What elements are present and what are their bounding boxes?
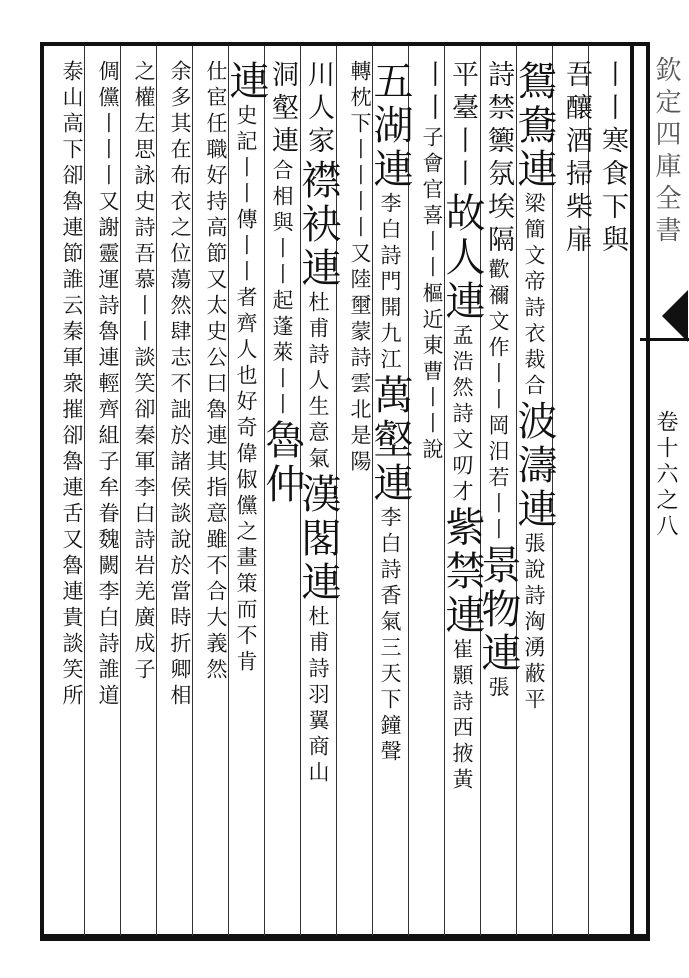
annotation-text: 李白詩香氣三天下鐘聲 (378, 506, 402, 766)
annotation-text: 史記丨丨傳丨丨者齊人也好奇偉俶儻之畫策而不肯 (234, 104, 258, 676)
body-text: 詩禁籞氛埃隔 (483, 60, 514, 258)
entry-heading: 景物連 (475, 544, 521, 676)
annotation-text: 杜甫詩羽翼商山 (306, 605, 330, 787)
body-text: 川人家 (303, 60, 334, 159)
entry-heading: 波濤連 (511, 400, 557, 532)
body-text: 洞壑連 (267, 60, 298, 159)
entry-heading: 鴛鴦連 (511, 60, 557, 192)
annotation-text: 樞近東曹丨丨 (420, 282, 444, 438)
text-column (82, 60, 122, 710)
text-column (154, 60, 194, 710)
fish-tail-line (640, 338, 689, 341)
text-column (118, 60, 158, 684)
body-text: 丨丨 (417, 60, 448, 126)
entry-heading: 故人連 (439, 192, 485, 324)
fish-tail-mark (636, 290, 688, 342)
bottom-rule (40, 936, 650, 941)
annotation-text: 杜甫詩人生意氣 (306, 291, 330, 473)
annotation-text: 之權左思詠史詩吾慕丨丨談笑卻秦軍李白詩岩羌廣成子 (132, 60, 156, 684)
annotation-text: 余多其在布衣之位蕩然肆志不詘於諸侯談說於當時折卿相 (168, 60, 192, 710)
text-column (223, 60, 269, 676)
entry-heading: 魯仲 (259, 419, 305, 507)
text-column (586, 60, 626, 258)
annotation-text: 倜儻丨丨丨又謝靈運詩魯連輕齊組子牟眷魏闕李白詩誰道 (96, 60, 120, 710)
body-text: 丨丨寒食下與 (597, 60, 628, 258)
annotation-text: 說 (420, 438, 444, 464)
annotation-text: 子會官喜丨丨 (420, 126, 444, 282)
text-column (439, 60, 485, 794)
annotation-text: 丨丨又陸壐蒙詩雲北是陽 (348, 190, 372, 476)
annotation-text: 張說詩洶湧蔽平 (522, 532, 546, 714)
annotation-text: 轉枕下丨丨 (348, 60, 372, 190)
annotation-text: 仕宦任職好持高節又太史公曰魯連其指意雖不合大義然 (204, 60, 228, 684)
entry-heading: 萬壑連 (367, 374, 413, 506)
body-text: 平臺丨丨 (447, 60, 478, 192)
entry-heading: 連 (223, 60, 269, 104)
entry-heading: 漢閣連 (295, 473, 341, 605)
annotation-text: 歡禰文作丨丨 (486, 258, 510, 414)
entry-heading: 五湖連 (367, 60, 413, 192)
annotation-text: 岡汨若丨丨 (486, 414, 510, 544)
annotation-text: 崔顥詩西掖黃 (450, 638, 474, 794)
margin-rule (630, 42, 634, 938)
annotation-text: 合相與丨丨 (270, 159, 294, 289)
volume-label: 卷十六之八 (653, 410, 678, 540)
book-title: 欽定四庫全書 (651, 56, 681, 248)
text-column (367, 60, 413, 766)
annotation-text: 梁簡文帝詩衣裁合 (522, 192, 546, 400)
body-text: 吾釀酒掃柴扉 (561, 60, 592, 258)
annotation-text: 孟浩然詩文叨才 (450, 324, 474, 506)
entry-heading: 襟袂連 (295, 159, 341, 291)
annotation-text: 李白詩門開九江 (378, 192, 402, 374)
annotation-text: 泰山高下卻魯連節誰云秦軍衆摧卻魯連舌又魯連貴談笑所 (60, 60, 84, 710)
text-column (46, 60, 86, 710)
annotation-text: 起蓬萊丨丨 (270, 289, 294, 419)
text-column (190, 60, 230, 684)
annotation-text: 張 (486, 676, 510, 702)
entry-heading: 紫禁連 (439, 506, 485, 638)
text-column (259, 60, 305, 507)
